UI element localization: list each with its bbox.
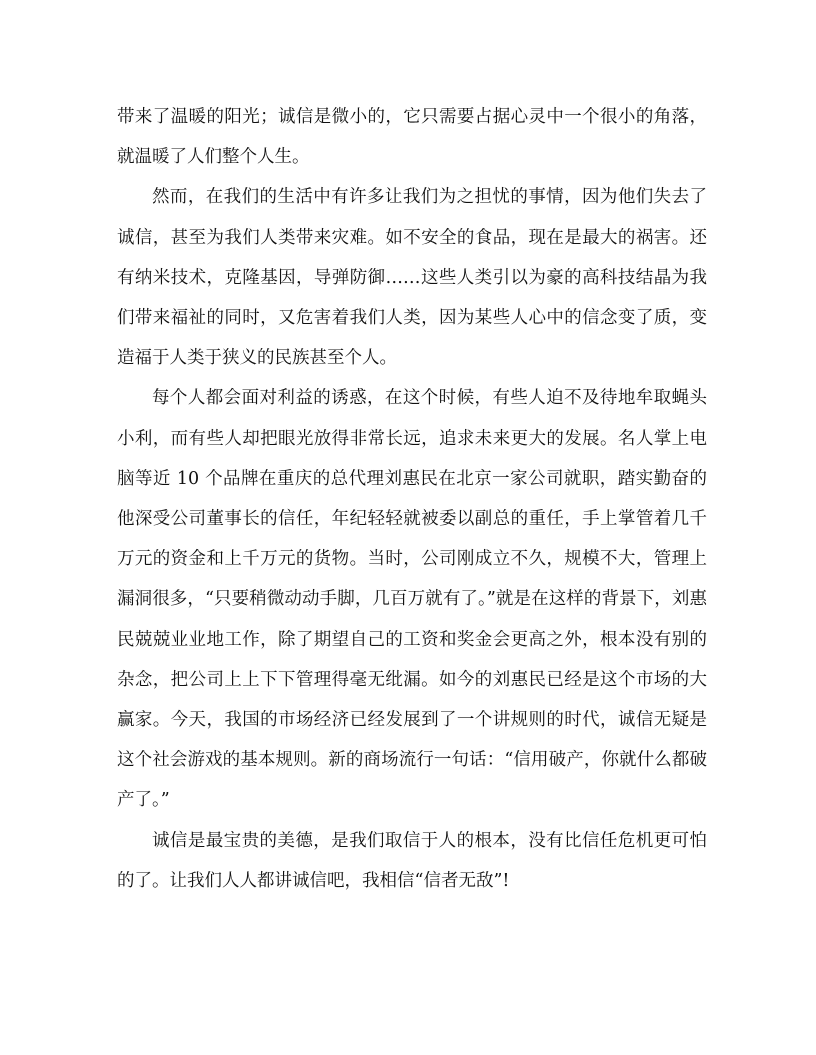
paragraph-4: 诚信是最宝贵的美德，是我们取信于人的根本，没有比信任危机更可怕的了。让我们人人都讲诚信吧，我相信“信者无敌”! (117, 830, 707, 891)
document-body (117, 97, 707, 901)
paragraph-3: 每个人都会面对利益的诱惑，在这个时候，有些人迫不及待地牟取蝇头小利，而有些人却把眼光放得非常长远，追求未来更大的发展。名人掌上电脑等近 10 个品牌在重庆的总代理刘惠民在北京一家公司就职，踏实勤奋的他深受公司董事长的信任，年纪轻轻就被委以副总的重任，手上掌管着几千万元的资金和上千万元的货物。当时，公司刚成立不久，规模不大，管理上漏洞很多，“只要稍微动动手脚，几百万就有了。”就是在这样的背景下，刘惠民兢兢业业地工作，除了期望自己的工资和奖金会更高之外，根本没有别的杂念，把公司上上下下管理得毫无纰漏。如今的刘惠民已经是这个市场的大赢家。今天，我国的市场经济已经发展到了一个讲规则的时代，诚信无疑是这个社会游戏的基本规则。新的商场流行一句话：“信用破产，你就什么都破产了。” (117, 388, 707, 811)
paragraph-2: 然而，在我们的生活中有许多让我们为之担忧的事情，因为他们失去了诚信，甚至为我们人类带来灾难。如不安全的食品，现在是最大的祸害。还有纳米技术，克隆基因，导弹防御……这些人类引以为豪的高科技结晶为我们带来福祉的同时，又危害着我们人类，因为某些人心中的信念变了质，变造福于人类于狭义的民族甚至个人。 (117, 187, 707, 369)
paragraph-1: 带来了温暖的阳光；诚信是微小的，它只需要占据心灵中一个很小的角落，就温暖了人们整个人生。 (117, 107, 707, 168)
